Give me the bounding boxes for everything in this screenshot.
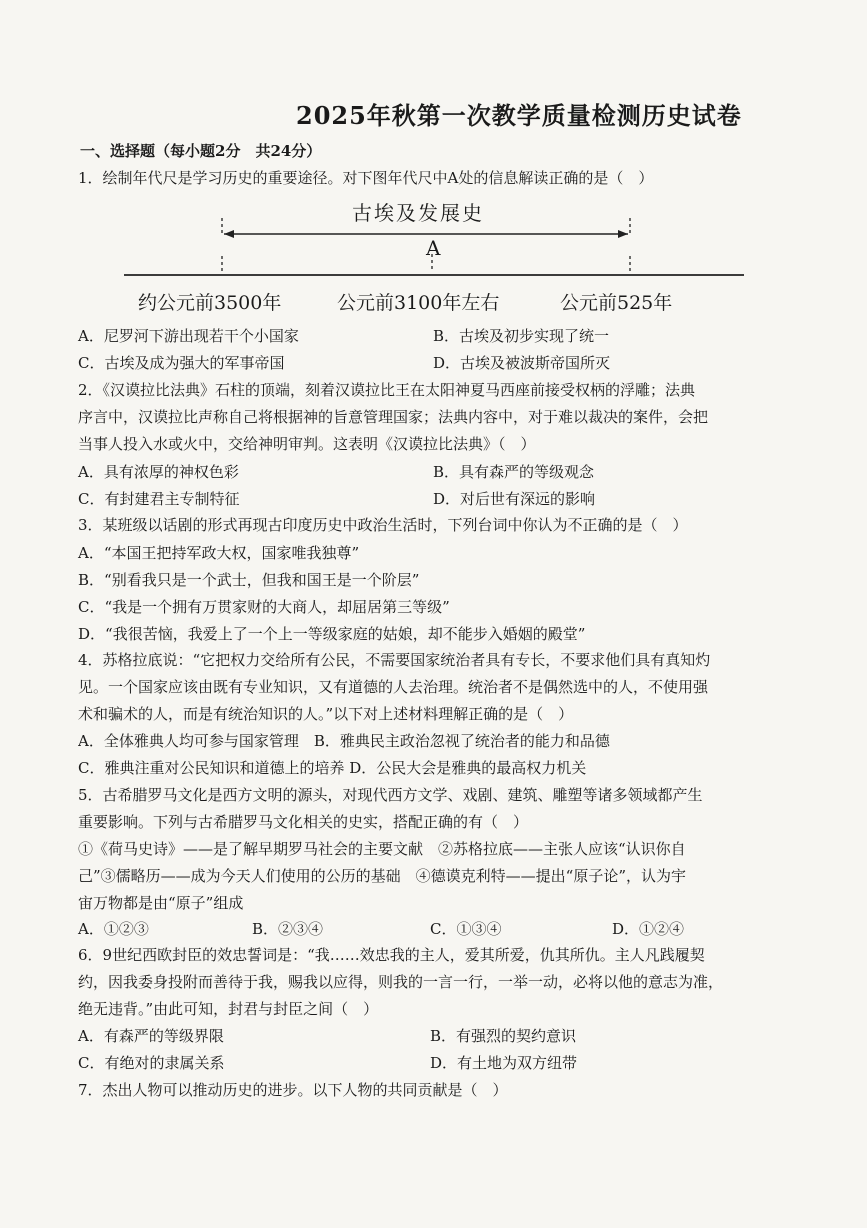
question-5-line: 己”③儒略历——成为今天人们使用的公历的基础 ④德谟克利特——提出“原子论”，认为宇 [78,867,687,885]
q6-option-a: A．有森严的等级界限 [78,1027,224,1045]
timeline-mark-a: A [426,236,441,260]
q5-option-a: A．①②③ [78,920,149,938]
q2-option-b: B．具有森严的等级观念 [433,463,595,481]
question-2-line: 序言中，汉谟拉比声称自己将根据神的旨意管理国家；法典内容中，对于难以裁决的案件，会把 [78,408,709,426]
q1-option-d: D．古埃及被波斯帝国所灭 [433,354,611,372]
timeline-title: 古埃及发展史 [352,201,484,225]
q2-option-c: C．有封建君主专制特征 [78,490,240,508]
q5-option-d: D．①②④ [612,920,685,938]
question-1-stem: 1．绘制年代尺是学习历史的重要途径。对下图年代尺中A处的信息解读正确的是（ ） [78,169,654,187]
question-6-line: 约，因我委身投附而善待于我，赐我以应得，则我的一言一行，一举一动，必将以他的意志为准， [78,973,724,991]
q5-option-c: C．①③④ [430,920,502,938]
section-heading: 一、选择题（每小题2分 共24分） [80,142,322,160]
question-6-line: 6．9世纪西欧封臣的效忠誓词是：“我……效忠我的主人，爱其所爱，仇其所仇。主人凡践履契 [78,946,705,964]
question-2-line: 2．《汉谟拉比法典》石柱的顶端，刻着汉谟拉比王在太阳神夏马西座前接受权柄的浮雕；法典 [78,381,696,399]
q5-option-b: B．②③④ [252,920,324,938]
question-3-stem: 3．某班级以话剧的形式再现古印度历史中政治生活时，下列台词中你认为不正确的是（ ） [78,516,688,534]
q3-option-d: D．“我很苦恼，我爱上了一个上一等级家庭的姑娘，却不能步入婚姻的殿堂” [78,625,586,643]
q2-option-a: A．具有浓厚的神权色彩 [78,463,239,481]
q6-option-d: D．有土地为双方纽带 [430,1054,578,1072]
q3-option-a: A．“本国王把持军政大权，国家唯我独尊” [78,544,360,562]
q6-option-b: B．有强烈的契约意识 [430,1027,577,1045]
q4-options-ab: A．全体雅典人均可参与国家管理 B．雅典民主政治忽视了统治者的能力和品德 [78,732,610,750]
question-4-line: 见。一个国家应该由既有专业知识，又有道德的人去治理。统治者不是偶然选中的人，不使用强 [78,678,709,696]
question-4-line: 4．苏格拉底说：“它把权力交给所有公民，不需要国家统治者具有专长，不要求他们具有真知灼 [78,651,711,669]
q3-option-c: C．“我是一个拥有万贯家财的大商人，却屈居第三等级” [78,598,450,616]
question-5-line: 5．古希腊罗马文化是西方文明的源头，对现代西方文学、戏剧、建筑、雕塑等诸多领域都产生 [78,786,703,804]
question-6-line: 绝无违背。”由此可知，封君与封臣之间（ ） [78,1000,379,1018]
q1-option-a: A．尼罗河下游出现若干个小国家 [78,327,299,345]
question-2-line: 当事人投入水或火中，交给神明审判。这表明《汉谟拉比法典》（ ） [78,435,536,453]
timeline-label-start: 约公元前3500年 [138,292,282,314]
question-4-line: 术和骗术的人，而是有统治知识的人。”以下对上述材料理解正确的是（ ） [78,705,574,723]
question-5-line: 重要影响。下列与古希腊罗马文化相关的史实，搭配正确的有（ ） [78,813,529,831]
q1-option-b: B．古埃及初步实现了统一 [433,327,610,345]
q6-option-c: C．有绝对的隶属关系 [78,1054,225,1072]
q4-options-cd: C．雅典注重对公民知识和道德上的培养 D．公民大会是雅典的最高权力机关 [78,759,587,777]
question-5-line: 宙万物都是由“原子”组成 [78,894,244,912]
timeline-label-end: 公元前525年 [560,292,673,314]
question-7-stem: 7．杰出人物可以推动历史的进步。以下人物的共同贡献是（ ） [78,1081,508,1099]
q2-option-d: D．对后世有深远的影响 [433,490,596,508]
question-5-line: ①《荷马史诗》——是了解早期罗马社会的主要文献 ②苏格拉底——主张人应该“认识你自 [78,840,686,858]
timeline-label-middle: 公元前3100年左右 [337,292,500,314]
exam-title: 2025年秋第一次教学质量检测历史试卷 [296,101,742,130]
q1-option-c: C．古埃及成为强大的军事帝国 [78,354,285,372]
q3-option-b: B．“别看我只是一个武士，但我和国王是一个阶层” [78,571,420,589]
